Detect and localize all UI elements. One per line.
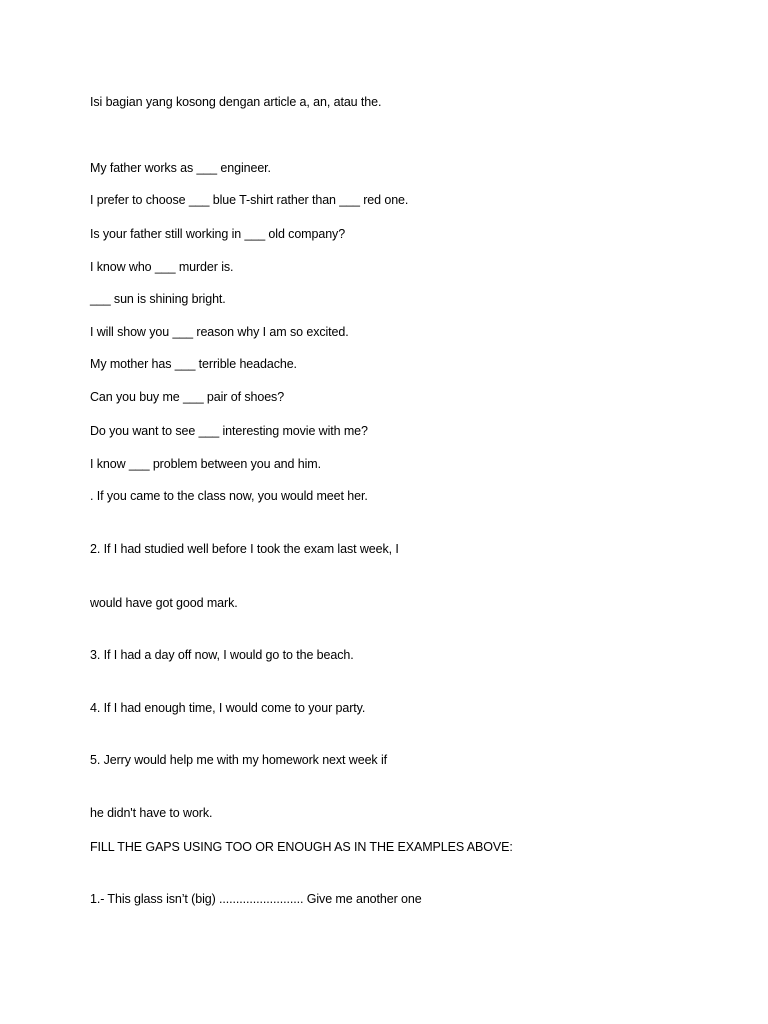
gap-section-heading: FILL THE GAPS USING TOO OR ENOUGH AS IN THE EXAMPLES ABOVE: bbox=[90, 840, 513, 854]
article-item-3: Is your father still working in ___ old company? bbox=[90, 227, 346, 241]
article-item-5: ___ sun is shining bright. bbox=[90, 292, 226, 306]
article-item-4: I know who ___ murder is. bbox=[90, 260, 234, 274]
article-item-9: Do you want to see ___ interesting movie with me? bbox=[90, 424, 368, 438]
conditional-item-4: 4. If I had enough time, I would come to your party. bbox=[90, 701, 366, 715]
conditional-item-5: 5. Jerry would help me with my homework next week if bbox=[90, 753, 387, 767]
conditional-item-2: 2. If I had studied well before I took the exam last week, I bbox=[90, 542, 399, 556]
article-item-2: I prefer to choose ___ blue T-shirt rather than ___ red one. bbox=[90, 193, 409, 207]
conditional-item-5-continued: he didn't have to work. bbox=[90, 806, 213, 820]
conditional-item-3: 3. If I had a day off now, I would go to the beach. bbox=[90, 648, 354, 662]
article-item-10: I know ___ problem between you and him. bbox=[90, 457, 321, 471]
article-item-6: I will show you ___ reason why I am so excited. bbox=[90, 325, 349, 339]
conditional-item-1: . If you came to the class now, you would meet her. bbox=[90, 489, 368, 503]
article-item-1: My father works as ___ engineer. bbox=[90, 161, 271, 175]
conditional-item-2-continued: would have got good mark. bbox=[90, 596, 238, 610]
gap-item-1: 1.- This glass isn’t (big) ......................... Give me another one bbox=[90, 892, 422, 906]
article-item-8: Can you buy me ___ pair of shoes? bbox=[90, 390, 285, 404]
instruction-text: Isi bagian yang kosong dengan article a, an, atau the. bbox=[90, 95, 382, 109]
article-item-7: My mother has ___ terrible headache. bbox=[90, 357, 297, 371]
